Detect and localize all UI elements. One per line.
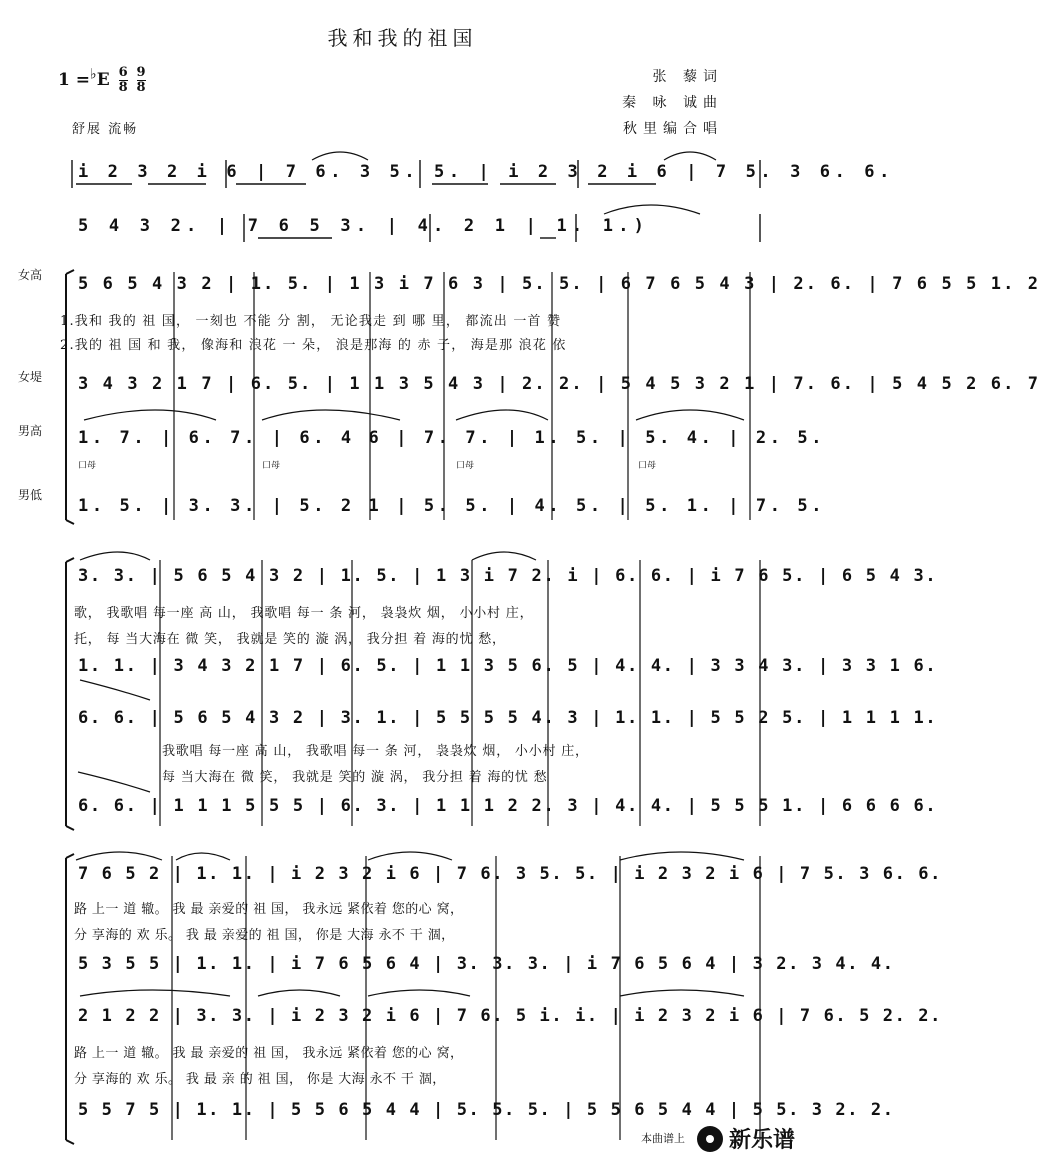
sys2-alto: 1. 1. | 3 4 3 2 1 7 | 6. 5. | 1 1 3 5 6. 5 | 4. 4. | 3 3 4 3. | 3 3 1 6.: [78, 656, 938, 676]
sys3-bass: 5 5 7 5 | 1. 1. | 5 5 6 5 4 4 | 5. 5. 5. | 5 5 6 5 4 4 | 5 5. 3 2. 2.: [78, 1100, 895, 1120]
intro-line-2: 5 4 3 2. | 7 6 5 3. | 4. 2 1 | 1. 1.): [78, 216, 650, 236]
part-label-soprano: 女高: [18, 268, 43, 282]
song-title: 我和我的祖国: [327, 26, 478, 50]
record-icon: [697, 1126, 723, 1152]
composer-credit: 秦 咏 诚曲: [622, 95, 723, 111]
watermark-logo: [697, 1123, 795, 1154]
sys2-tenor-lyric-2: 每 当大海在 微 笑， 我就是 笑的 漩 涡， 我分担 着 海的忧 愁: [162, 770, 548, 785]
sys3-lyric-verse-2: 分 享海的 欢 乐。 我 最 亲爱的 祖 国， 你是 大海 永不 干 涸，: [74, 928, 455, 943]
sys3-alto: 5 3 5 5 | 1. 1. | i 7 6 5 6 4 | 3. 3. 3. | i 7 6 5 6 4 | 3 2. 3 4. 4.: [78, 954, 895, 974]
sys2-soprano: 3. 3. | 5 6 5 4 3 2 | 1. 5. | 1 3 i 7 2. i | 6. 6. | i 7 6 5. | 6 5 4 3.: [78, 566, 938, 586]
sys1-bass: 1. 5. | 3. 3. | 5. 2 1 | 5. 5. | 4. 5. | 5. 1. | 7. 5.: [78, 496, 826, 516]
part-label-bass: 男低: [18, 488, 43, 502]
watermark-text: 本曲谱上: [641, 1132, 685, 1145]
sys1-alto: 3 4 3 2 1 7 | 6. 5. | 1 1 3 5 4 3 | 2. 2. | 5 4 5 3 2 1 | 7. 6. | 5 4 5 2 6. 7: [78, 374, 1040, 394]
key-name: E: [96, 70, 110, 90]
sys1-lyric-verse-2: 2.我的 祖 国 和 我， 像海和 浪花 一 朵， 浪是那海 的 赤 子， 海是那 浪花 依: [60, 338, 567, 353]
part-label-tenor: 男高: [18, 424, 43, 438]
flat-sign: ♭: [90, 66, 97, 83]
watermark-logo-text: 新乐谱: [728, 1128, 795, 1153]
meter-6-8: $\frac{6}{8}$: [118, 65, 128, 95]
sys3-lyric-verse-1: 路 上一 道 辙。 我 最 亲爱的 祖 国， 我永远 紧依着 您的心 窝，: [74, 902, 464, 917]
sys2-barlines: [160, 560, 760, 826]
sys2-bass: 6. 6. | 1 1 1 5 5 5 | 6. 3. | 1 1 1 2 2. 3 | 4. 4. | 5 5 5 1. | 6 6 6 6.: [78, 796, 938, 816]
sys2-lyric-verse-1: 歌， 我歌唱 每一座 高 山， 我歌唱 每一 条 河， 袅袅炊 烟， 小小村 庄，: [74, 606, 534, 621]
sys1-lyric-verse-1: 1.我和 我的 祖 国， 一刻也 不能 分 割， 无论我走 到 哪 里， 都流出 一首 赞: [60, 314, 562, 329]
sys2-lyric-verse-2: 托， 每 当大海在 微 笑， 我就是 笑的 漩 涡， 我分担 着 海的忧 愁，: [74, 632, 506, 647]
lyricist-credit: 张 藜词: [652, 69, 723, 85]
tempo-marking: 舒展 流畅: [72, 122, 139, 137]
sys3-tenor-lyric-1: 路 上一 道 辙。 我 最 亲爱的 祖 国， 我永远 紧依着 您的心 窝，: [74, 1046, 464, 1061]
key-signature: [58, 66, 146, 95]
sys2-tenor-lyric-1: 我歌唱 每一座 高 山， 我歌唱 每一 条 河， 袅袅炊 烟， 小小村 庄，: [162, 744, 589, 759]
sys1-hum-2: 口母: [262, 461, 281, 471]
sys1-tenor: 1. 7. | 6. 7. | 6. 4 6 | 7. 7. | 1. 5. | 5. 4. | 2. 5.: [78, 428, 826, 448]
sys1-hum-1: 口母: [78, 461, 97, 471]
sys1-soprano: 5 6 5 4 3 2 | 1. 5. | 1 3 i 7 6 3 | 5. 5. | 6 7 6 5 4 3 | 2. 6. | 7 6 5 5 1. 2: [78, 274, 1040, 294]
sys1-hum-4: 口母: [638, 461, 657, 471]
meter-9-8: $\frac{9}{8}$: [136, 65, 146, 95]
sys3-tenor: 2 1 2 2 | 3. 3. | i 2 3 2 i 6 | 7 6. 5 i. i. | i 2 3 2 i 6 | 7 6. 5 2. 2.: [78, 1006, 942, 1026]
arranger-credit: 秋里编合唱: [623, 121, 723, 137]
key-label: 1 =: [58, 70, 90, 90]
part-label-alto: 女堤: [18, 370, 43, 384]
sys2-tenor: 6. 6. | 5 6 5 4 3 2 | 3. 1. | 5 5 5 5 4. 3 | 1. 1. | 5 5 2 5. | 1 1 1 1.: [78, 708, 938, 728]
sys3-soprano: 7 6 5 2 | 1. 1. | i 2 3 2 i 6 | 7 6. 3 5. 5. | i 2 3 2 i 6 | 7 5. 3 6. 6.: [78, 864, 942, 884]
intro-line-1: i 2 3 2 i 6 | 7 6. 3 5. 5. | i 2 3 2 i 6 | 7 5. 3 6. 6.: [78, 162, 894, 182]
sys3-tenor-lyric-2: 分 享海的 欢 乐。 我 最 亲 的 祖 国， 你是 大海 永不 干 涸，: [74, 1072, 446, 1087]
sys1-hum-3: 口母: [456, 461, 475, 471]
system-brackets: [66, 270, 74, 1144]
